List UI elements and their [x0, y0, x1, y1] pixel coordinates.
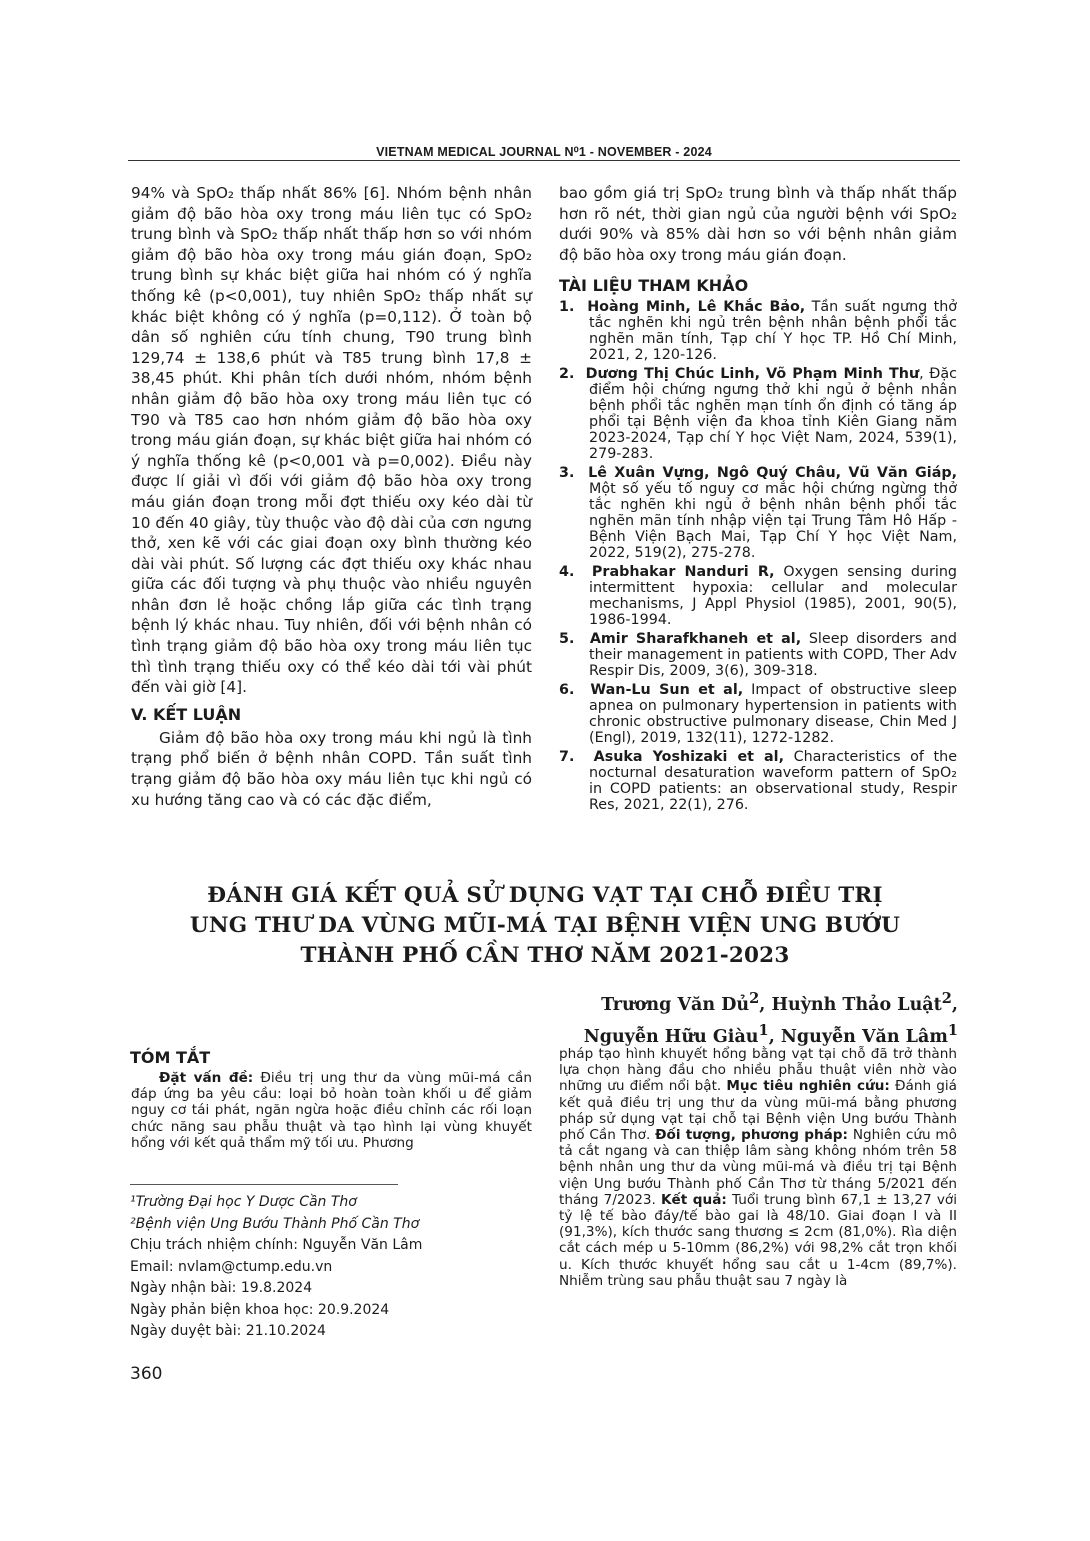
received-date: Ngày nhận bài: 19.8.2024 — [130, 1280, 313, 1296]
reference-item: 7. Asuka Yoshizaki et al, Characteristics of the nocturnal desaturation waveform pattern of SpO₂ in COPD patients: an observational study, Respir Res, 2021, 22(1), 276. — [559, 749, 957, 814]
abstract-label: Kết quả: — [660, 1191, 727, 1208]
abstract-label: Đối tượng, phương pháp: — [655, 1127, 848, 1144]
author-affiliation-mark: 2 — [941, 990, 952, 1007]
author-line: Nguyễn Hữu Giàu$^1$, Nguyễn Văn Lâm$^1$ — [583, 1021, 958, 1047]
abstract-text: Nghiên cứu mô tả cắt ngang và can thiệp lâm sàng không nhóm trên 58 bệnh nhân ung thư da vùng mũi-má và điều trị tại Bệnh viện Ung bướu Thành phố Cần Thơ từ tháng 5/2021 đến tháng 7/2023. — [559, 1127, 957, 1208]
summary-heading: TÓM TẮT — [130, 1048, 211, 1067]
abstract-label: Mục tiêu nghiên cứu: — [726, 1078, 890, 1095]
header-divider — [128, 160, 960, 161]
reference-item: 3. Lê Xuân Vựng, Ngô Quý Châu, Vũ Văn Giáp, Một số yếu tố nguy cơ mắc hội chứng ngừng thở tắc nghẽn khi ngủ ở bệnh nhân bệnh phổi tắc nghẽn mãn tính nhập viện tại Trung Tâm Hô Hấp - Bệnh Viện Bạch Mai, Tạp Chí Y học Việt Nam, 2022, 519(2), 275-278. — [559, 465, 958, 562]
abstract-label: Đặt vấn đề: — [159, 1070, 254, 1086]
author-line: Trương Văn Dủ$^2$, Huỳnh Thảo Luật$^2$, — [601, 990, 958, 1015]
abstract-text: Tuổi trung bình 67,1 ± 13,27 với tỷ lệ tế bào đáy/tế bào gai là 48/10. Giai đoạn I và II (91,3%), kích thước sang thương ≤ 2cm (81,0%). Rìa diện cắt cách mép u 5-10mm (86,2%) với 98,2% cắt trọn khối u. Kích thước khuyết hổng sau cắt u 1-4cm (89,7%). Nhiễm trùng sau phẫu thuật sau 7 ngày là — [559, 1191, 957, 1289]
author-name: Nguyễn Văn Lâm — [780, 1026, 948, 1047]
abstract-text: Đánh giá kết quả điều trị ung thư da vùng mũi-má bằng phương pháp sử dụng vạt tại chỗ tại Bệnh viện Ung bướu Thành phố Cần Thơ. — [559, 1078, 957, 1144]
review-date: Ngày phản biện khoa học: 20.9.2024 — [130, 1301, 390, 1318]
left-column — [131, 183, 532, 810]
right-column — [559, 183, 957, 816]
abstract-left — [131, 1070, 532, 1151]
contact-email: Email: nvlam@ctump.edu.vn — [130, 1258, 333, 1275]
author-name: Trương Văn Dủ — [601, 994, 750, 1015]
article-title-line: UNG THƯ DA VÙNG MŨI-MÁ TẠI BỆNH VIỆN UNG BƯỚU — [189, 913, 901, 938]
abstract-text: Điều trị ung thư da vùng mũi-má cần đáp ứng ba yêu cầu: loại bỏ hoàn toàn khối u để giảm nguy cơ tái phát, ngăn ngừa hoặc điều chỉnh các rối loạn chức năng sau phẫu thuật và tạo hình lại vùng khuyết hổng với kết quả thẩm mỹ tối ưu. Phương — [131, 1070, 533, 1151]
footnotes — [130, 1192, 530, 1343]
references-list — [559, 299, 957, 813]
accepted-date: Ngày duyệt bài: 21.10.2024 — [130, 1323, 326, 1339]
article-title — [150, 881, 940, 971]
references-heading: TÀI LIỆU THAM KHẢO — [559, 276, 749, 296]
author-affiliation-mark: 1 — [758, 1021, 769, 1039]
reference-item: 1. Hoàng Minh, Lê Khắc Bảo, Tần suất ngưng thở tắc nghẽn khi ngủ trên bệnh nhân bệnh phổi tắc nghẽn mãn tính, Tạp chí Y học TP. Hồ Chí Minh, 2021, 2, 120-126. — [559, 299, 958, 364]
author-affiliation-mark: 1 — [947, 1021, 958, 1039]
reference-item: 6. Wan-Lu Sun et al, Impact of obstructive sleep apnea on pulmonary hypertension in patients with chronic obstructive pulmonary disease, Chin Med J (Engl), 2019, 132(11), 1272-1282. — [559, 682, 957, 747]
reference-item: 5. Amir Sharafkhaneh et al, Sleep disorders and their management in patients with COPD, Ther Adv Respir Dis, 2009, 3(6), 309-318. — [559, 631, 957, 680]
affiliation-2: ²Bệnh viện Ung Bướu Thành Phố Cần Thơ — [130, 1215, 420, 1232]
conclusion-paragraph: Giảm độ bão hòa oxy trong máu khi ngủ là tình trạng phổ biến ở bệnh nhân COPD. Tần suất tình trạng giảm độ bão hòa oxy máu liên tục khi ngủ có xu hướng tăng cao và có các đặc điểm, — [131, 728, 532, 809]
affiliation-1: ¹Trường Đại học Y Dược Cần Thơ — [130, 1194, 357, 1210]
author-name: Huỳnh Thảo Luật — [771, 994, 942, 1015]
article-authors — [584, 986, 958, 1050]
author-affiliation-mark: 2 — [749, 990, 760, 1007]
author-name: Nguyễn Hữu Giàu — [583, 1026, 759, 1047]
conclusion-heading: V. KẾT LUẬN — [131, 704, 242, 724]
article-title-line: THÀNH PHỐ CẦN THƠ NĂM 2021-2023 — [300, 943, 790, 968]
reference-item: 4. Prabhakar Nanduri R, Oxygen sensing during intermittent hypoxia: cellular and molecular mechanisms, J Appl Physiol (1985), 2001, 90(5), 1986-1994. — [559, 564, 958, 629]
abstract-right — [559, 1046, 957, 1289]
footnote-divider — [130, 1184, 398, 1185]
article-title-line: ĐÁNH GIÁ KẾT QUẢ SỬ DỤNG VẠT TẠI CHỖ ĐIỀU TRỊ — [207, 883, 883, 908]
abstract-text: pháp tạo hình khuyết hổng bằng vạt tại chỗ đã trở thành lựa chọn hàng đầu cho nhiều phẫu thuật viên nhờ vào những ưu điểm nổi bật. — [559, 1046, 957, 1095]
responsible-author: Chịu trách nhiệm chính: Nguyễn Văn Lâm — [130, 1237, 423, 1253]
reference-item: 2. Dương Thị Chúc Linh, Võ Phạm Minh Thư, Đặc điểm hội chứng ngưng thở khi ngủ ở bệnh nhân bệnh phổi tắc nghẽn mạn tính ổn định có tăng áp phổi tại Bệnh viện đa khoa tỉnh Kiên Giang năm 2023-2024, Tạp chí Y học Việt Nam, 2024, 539(1), 279-283. — [559, 366, 958, 463]
journal-header: VIETNAM MEDICAL JOURNAL N⁰1 - NOVEMBER - 2024 — [376, 145, 712, 159]
discussion-paragraph: 94% và SpO₂ thấp nhất 86% [6]. Nhóm bệnh nhân giảm độ bão hòa oxy trong máu liên tục có SpO₂ trung bình và SpO₂ thấp nhất thấp hơn so với nhóm giảm độ bão hòa oxy trong máu gián đoạn, SpO₂ trung bình sự khác biệt giữa hai nhóm có ý nghĩa thống kê (p<0,001), tuy nhiên SpO₂ thấp nhất sự khác biệt không có ý nghĩa (p=0,112). Ở toàn bộ dân số nghiên cứu tính chung, T90 trung bình 129,74 ± 138,6 phút và T85 trung bình 17,8 ± 38,45 phút. Khi phân tích dưới nhóm, nhóm bệnh nhân giảm độ bão hòa oxy trong máu liên tục có T90 và T85 cao hơn nhóm giảm độ bão hòa oxy trong máu gián đoạn, sự khác biệt giữa hai nhóm có ý nghĩa thống kê (p<0,001 và p=0,002). Điều này được lí giải vì đối với giảm độ bão hòa oxy trong máu gián đoạn trong mỗi đợt thiếu oxy kéo dài từ 10 đến 40 giây, tùy thuộc vào độ dài của cơn ngưng thở, xen kẽ với các giai đoạn oxy bình thường kéo dài vài phút. Số lượng các đợt thiếu oxy khác nhau giữa các đối tượng và phụ thuộc vào nhiều nguyên nhân đơn lẻ hoặc chồng lắp giữa các tình trạng bệnh lý khác nhau. Tuy nhiên, đối với bệnh nhân có tình trạng giảm độ bão hòa oxy trong máu liên tục thì tình trạng thiếu oxy có thể kéo dài tới vài phút đến vài giờ [4]. — [131, 184, 532, 697]
page-number: 360 — [130, 1364, 163, 1384]
conclusion-continued: bao gồm giá trị SpO₂ trung bình và thấp nhất thấp hơn rõ nét, thời gian ngủ của người bệnh với SpO₂ dưới 90% và 85% dài hơn so với bệnh nhân giảm độ bão hòa oxy trong máu gián đoạn. — [559, 184, 957, 264]
